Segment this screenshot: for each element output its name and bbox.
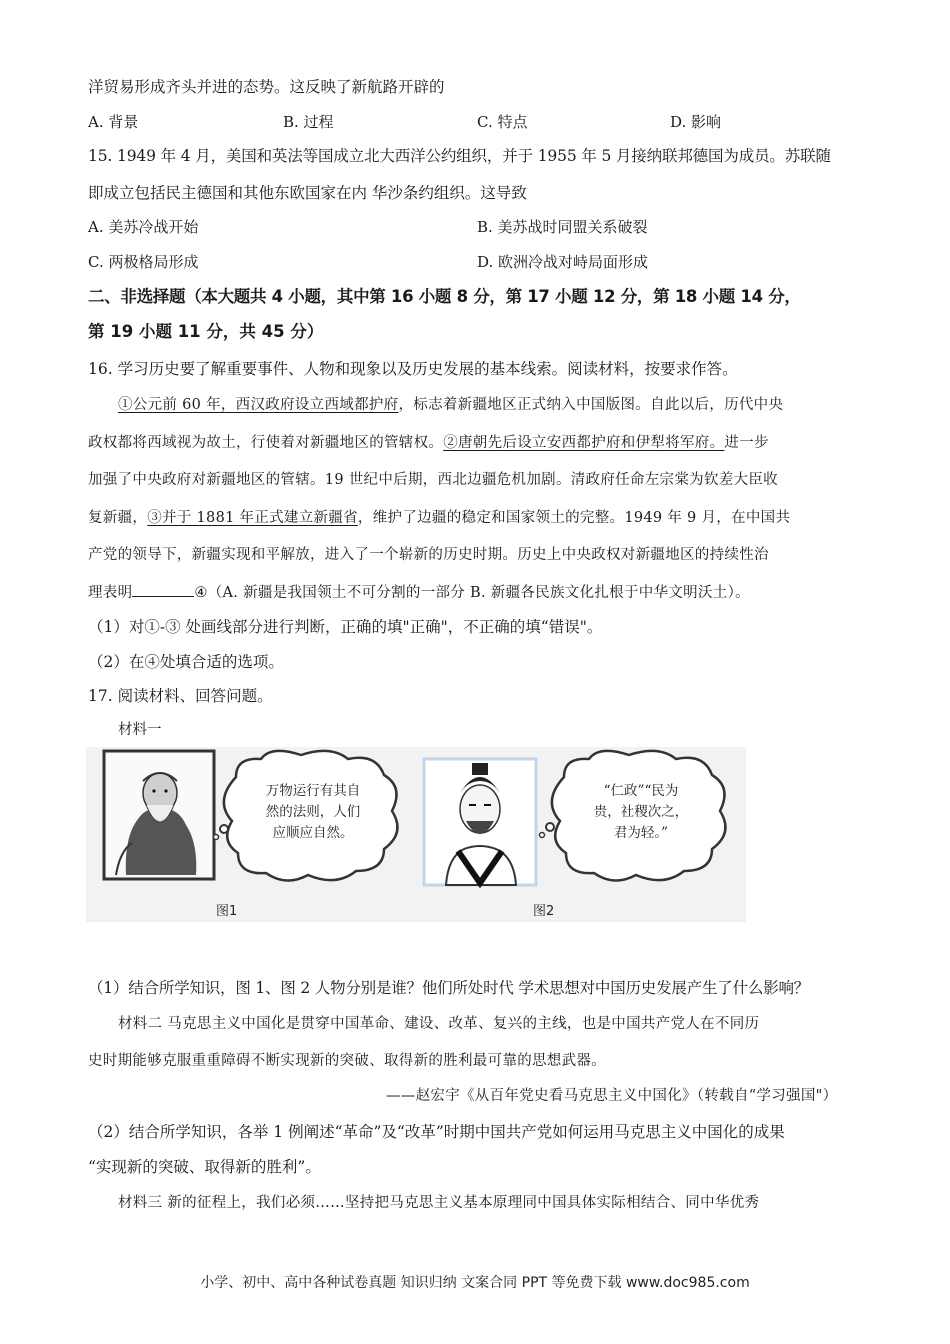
q16-material-text: 进一步	[724, 435, 769, 451]
q16-material-text: ，维护了边疆的稳定和国家领土的完整。1949 年 9 月，在中国共	[357, 510, 791, 526]
q15-stem-line1: 15. 1949 年 4 月，美国和英法等国成立北大西洋公约组织，并于 1955 年 5 月接纳联邦德国为成员。苏联随	[88, 147, 831, 165]
q16-material-line2	[88, 433, 769, 453]
q16-stem: 16. 学习历史要了解重要事件、人物和现象以及历史发展的基本线索。阅读材料，按要求作答。	[88, 360, 738, 378]
q16-material-text: ，标志着新疆地区正式纳入中国版图。自此以后，历代中央	[398, 397, 784, 413]
q15-option-c: C. 两极格局形成	[88, 253, 199, 271]
q14-option-a: A. 背景	[88, 113, 139, 131]
bubble-1-line: 万物运行有其自	[265, 783, 361, 799]
q16-material-text: ④（A. 新疆是我国领土不可分割的一部分 B. 新疆各民族文化扎根于中华文明沃土）。	[194, 585, 750, 601]
q15-option-b: B. 美苏战时同盟关系破裂	[477, 218, 648, 236]
q16-material-text: 政权都将西域视为故土，行使着对新疆地区的管辖权。	[88, 435, 444, 451]
figure-1-caption: 图1	[216, 904, 238, 919]
q16-subquestion-1: （1）对①-③ 处画线部分进行判断，正确的填"正确"，不正确的填“错误"。	[88, 618, 603, 636]
q16-material-line1	[118, 395, 783, 415]
figure-2-caption: 图2	[533, 904, 555, 919]
q16-underline-3: ③并于 1881 年正式建立新疆省	[147, 510, 358, 526]
q17-stem: 17. 阅读材料、回答问题。	[88, 687, 273, 705]
q16-underline-1: ①公元前 60 年，西汉政府设立西域都护府	[118, 397, 399, 413]
q14-option-d: D. 影响	[670, 113, 722, 131]
q16-material-text: 复新疆，	[88, 510, 148, 526]
page-footer: 小学、初中、高中各种试卷真题 知识归纳 文案合同 PPT 等免费下载 www.doc985.com	[200, 1275, 750, 1291]
q17-material2-source: ——赵宏宇《从百年党史看马克思主义中国化》（转载自“学习强国"）	[386, 1088, 838, 1104]
material1-figure	[86, 747, 746, 922]
q17-subquestion-2-line1: （2）结合所学知识，各举 1 例阐述“革命”及“改革”时期中国共产党如何运用马克思主义中国化的成果	[88, 1123, 785, 1141]
q14-option-c: C. 特点	[477, 113, 528, 131]
bubble-2-line: 贵，社稷次之，	[593, 804, 689, 820]
bubble-1-line: 应顺应自然。	[272, 825, 354, 841]
q17-material2-line2: 史时期能够克服重重障碍不断实现新的突破、取得新的胜利最可靠的思想武器。	[88, 1053, 606, 1069]
q16-material-line4	[88, 508, 790, 528]
section2-heading-line1: 二、非选择题（本大题共 4 小题，其中第 16 小题 8 分，第 17 小题 12 分，第 18 小题 14 分，	[88, 287, 801, 306]
q17-subquestion-1: （1）结合所学知识，图 1、图 2 人物分别是谁？他们所处时代 学术思想对中国历史发展产生了什么影响？	[88, 979, 810, 997]
q16-material-line6	[88, 582, 750, 603]
bubble-1-text	[248, 781, 378, 844]
q17-material1-label: 材料一	[118, 722, 162, 738]
q16-material-text: 理表明	[88, 585, 133, 601]
q14-option-b: B. 过程	[283, 113, 334, 131]
q16-material-line3: 加强了中央政府对新疆地区的管辖。19 世纪中后期，西北边疆危机加剧。清政府任命左宗棠为钦差大臣收	[88, 472, 778, 488]
section2-heading-line2: 第 19 小题 11 分，共 45 分）	[88, 322, 324, 341]
q16-subquestion-2: （2）在④处填合适的选项。	[88, 653, 284, 671]
q16-material-line5: 产党的领导下，新疆实现和平解放，进入了一个崭新的历史时期。历史上中央政权对新疆地区的持续性治	[88, 547, 769, 563]
q14-stem: 洋贸易形成齐头并进的态势。这反映了新航路开辟的	[88, 78, 445, 96]
q16-underline-2: ②唐朝先后设立安西都护府和伊犁将军府。	[443, 435, 725, 451]
answer-blank	[132, 582, 194, 597]
q17-subquestion-2-line2: “实现新的突破、取得新的胜利”。	[88, 1158, 321, 1176]
bubble-2-text	[576, 781, 706, 844]
q17-material3-line1: 材料三 新的征程上，我们必须……坚持把马克思主义基本原理同中国具体实际相结合、同中华优秀	[118, 1195, 760, 1211]
q15-option-a: A. 美苏冷战开始	[88, 218, 199, 236]
q15-option-d: D. 欧洲冷战对峙局面形成	[477, 253, 649, 271]
bubble-2-line: “仁政”“民为	[603, 783, 679, 799]
q15-stem-line2: 即成立包括民主德国和其他东欧国家在内 华沙条约组织。这导致	[88, 184, 527, 202]
bubble-1-line: 然的法则，人们	[265, 804, 361, 820]
bubble-2-line: 君为轻。”	[613, 825, 669, 841]
q17-material2-line1: 材料二 马克思主义中国化是贯穿中国革命、建设、改革、复兴的主线，也是中国共产党人在不同历	[118, 1016, 760, 1032]
